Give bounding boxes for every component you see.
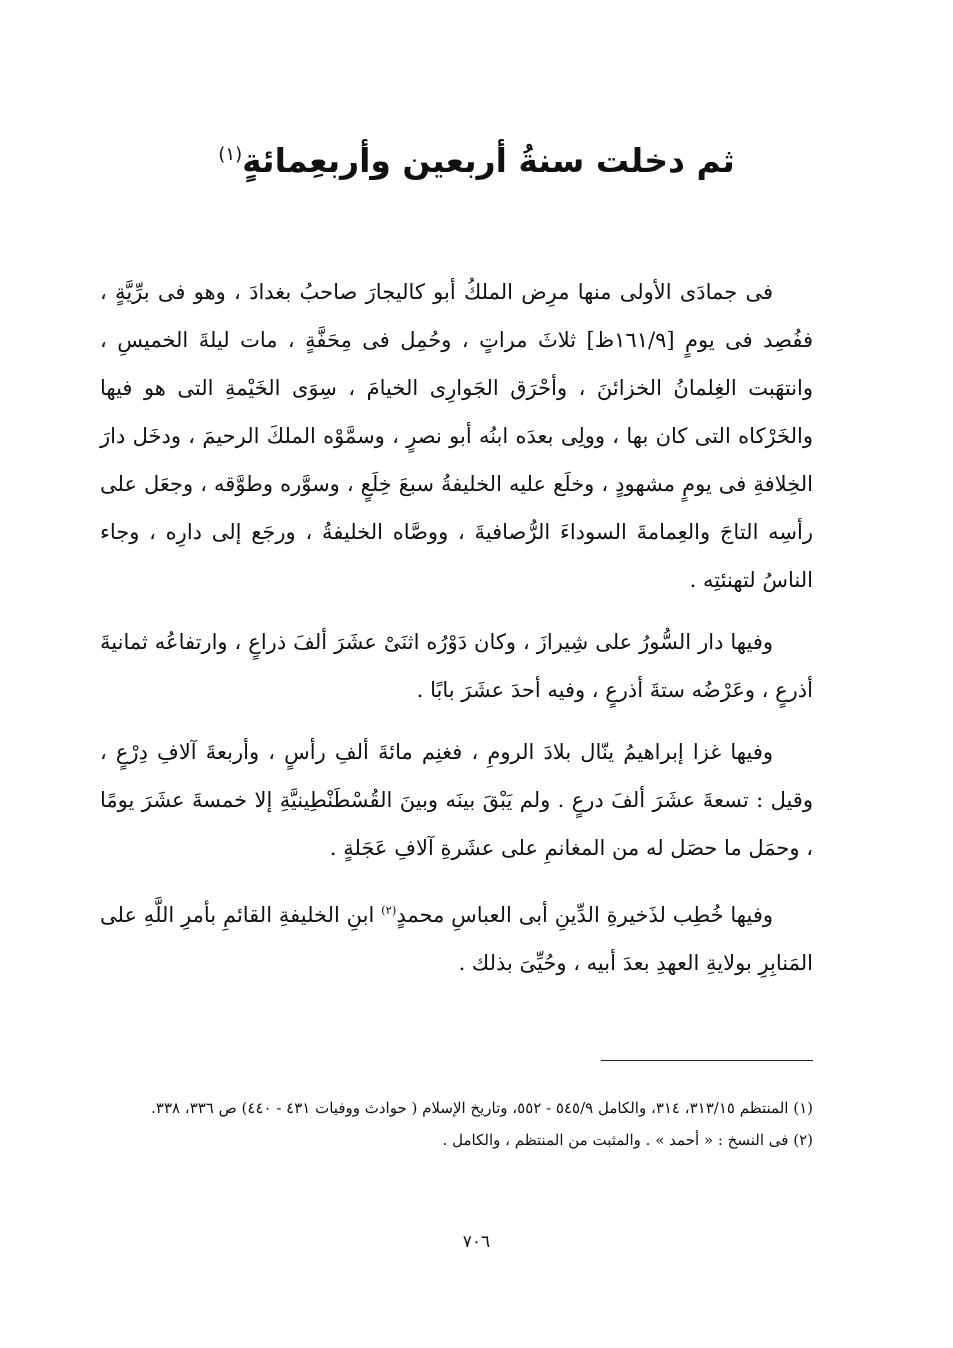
footnote-marker-1: (١): [218, 144, 243, 165]
footnote-1: (١) المنتظم ٣١٣/١٥، ٣١٤، والكامل ٥٤٥/٩ - ٥٥٢، وتاريخ الإسلام ( حوادث ووفيات ٤٣١ - ٤٤٠) ص ٣٣٦، ٣٣٨.: [151, 1099, 813, 1117]
page-number: ٧٠٦: [462, 1232, 491, 1252]
chapter-title: [100, 125, 853, 191]
footnotes: [100, 1092, 813, 1156]
paragraph-raid-on-rum: وفيها غزا إبراهيمُ ينّال بلادَ الرومِ ، فغنِم مائةَ ألفِ رأسٍ ، وأربعةَ آلافِ دِرْعٍ ، وقيل : تسعةَ عشَرَ ألفَ درعٍ . ولم يَبْقَ بينَه وبينَ القُسْطَنْطِينيَّةِ إلا خمسةَ عشَرَ يومًا ، وحمَل ما حصَل له من المغانمِ على عشَرةِ آلافِ عَجَلةٍ .: [100, 740, 813, 860]
paragraph-heir-sermon-end: ابنِ الخليفةِ القائمِ بأمرِ اللَّهِ على المَنابِرِ بولايةِ العهدِ بعدَ أبيه ، وحُيِّىَ بذلك .: [100, 903, 813, 975]
footnote-2: (٢) فى النسخ : « أحمد » . والمثبت من المنتظم ، والكامل .: [442, 1131, 813, 1149]
footnote-separator: [601, 1060, 813, 1061]
paragraph-illness-of-king: فى جمادَى الأولى منها مرِض الملكُ أبو كاليجارَ صاحبُ بغدادَ ، وهو فى برِّيَّةٍ ، ففُصِد فى يومٍ [١٦١/٩ظ] ثلاثَ مراتٍ ، وحُمِل فى مِحَفَّةٍ ، مات ليلةَ الخميسِ ، وانتهَبت الغِلمانُ الخزائنَ ، وأحْرَق الجَوارِى الخيامَ ، سِوَى الخَيْمةِ التى هو فيها والخَرْكاه التى كان بها ، وولِى بعدَه ابنُه أبو نصرٍ ، وسمَّوْه الملكَ الرحيمَ ، ودخَل دارَ الخِلافةِ فى يومٍ مشهودٍ ، وخلَع عليه الخليفةُ سبعَ خِلَعٍ ، وسوَّره وطوَّقه ، وجعَل على رأسِه التاجَ والعِمامةَ السوداءَ الرُّصافيةَ ، ووصَّاه الخليفةُ ، ورجَع إلى دارِه ، وجاء الناسُ لتهنئتِه .: [100, 280, 813, 592]
body-text: [100, 268, 813, 1001]
paragraph-shiraz-wall: وفيها دار السُّورُ على شِيرازَ ، وكان دَوْرُه اثنَىْ عشَرَ ألفَ ذراعٍ ، وارتفاعُه ثمانيةَ أذرعٍ ، وعَرْضُه ستةَ أذرعٍ ، وفيه أحدَ عشَرَ بابًا .: [100, 630, 813, 702]
paragraph-heir-sermon: [100, 886, 813, 987]
chapter-title-text: ثم دخلت سنةُ أربعين وأربعِمائةٍ: [242, 141, 735, 180]
paragraph-heir-sermon-start: وفيها خُطِب لذَخيرةِ الدِّينِ أبى العباسِ محمدٍ: [396, 903, 773, 927]
footnote-marker-2: (٢): [381, 903, 397, 917]
